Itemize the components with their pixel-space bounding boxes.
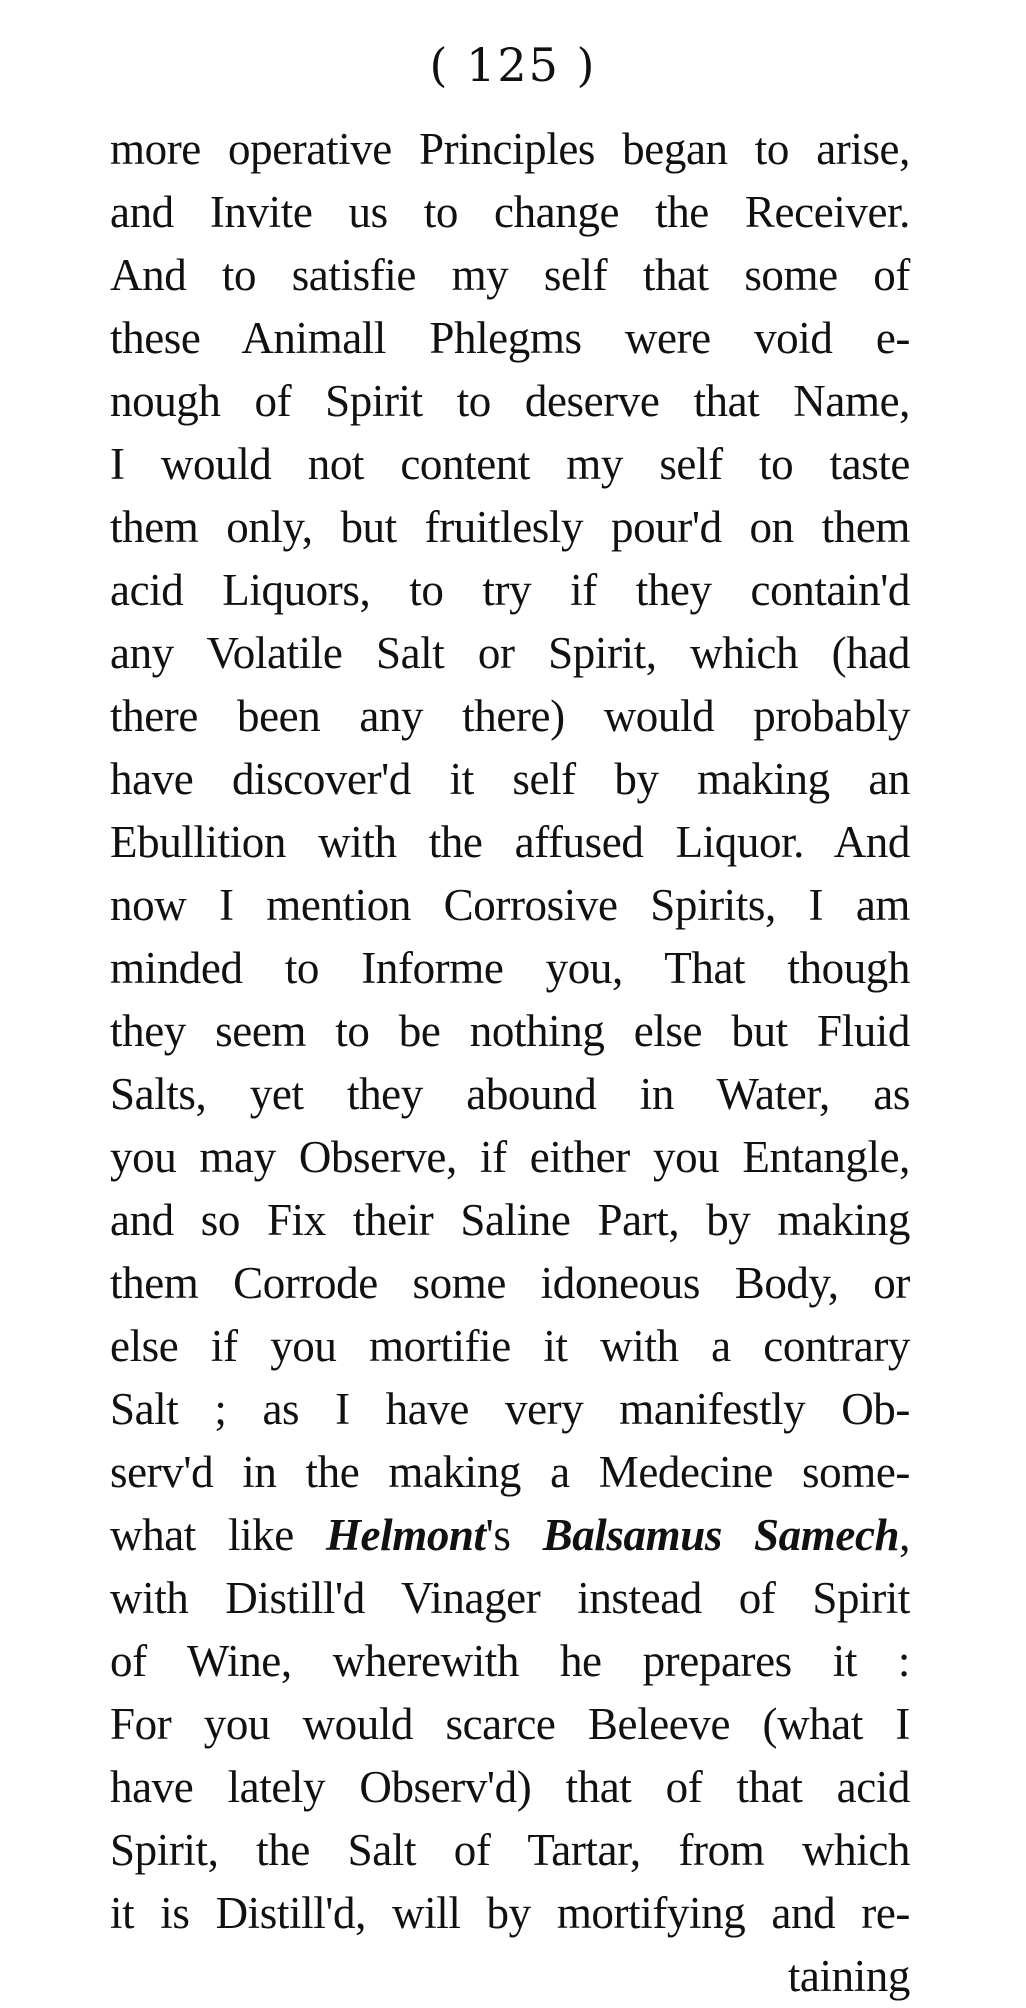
text-line: For you would scarce Beleeve (what I [110,1699,910,1749]
text-line: minded to Informe you, That though [110,943,910,993]
text-line: them Corrode some idoneous Body, or [110,1258,910,1308]
text-line: else if you mortifie it with a contrary [110,1321,910,1371]
text-segment: 's [485,1510,543,1560]
body-text [110,118,910,2008]
text-line: serv'd in the making a Medecine some- [110,1447,910,1497]
text-line: and so Fix their Saline Part, by making [110,1195,910,1245]
text-line: of Wine, wherewith he prepares it : [110,1636,910,1686]
text-line: Ebullition with the affused Liquor. And [110,817,910,867]
text-segment: what like [110,1510,326,1560]
text-line: nough of Spirit to deserve that Name, [110,376,910,426]
text-line: Spirit, the Salt of Tartar, from which [110,1825,910,1875]
text-line: it is Distill'd, will by mortifying and re- [110,1888,910,1938]
italic-name-balsamus: Balsamus Samech [542,1510,900,1560]
page-number: ( 125 ) [429,38,597,92]
text-line: there been any there) would probably [110,691,910,741]
text-line: more operative Principles began to arise, [110,124,910,174]
text-line: they seem to be nothing else but Fluid [110,1006,910,1056]
text-line: with Distill'd Vinager instead of Spirit [110,1573,910,1623]
text-line: acid Liquors, to try if they contain'd [110,565,910,615]
text-line: have discover'd it self by making an [110,754,910,804]
italic-name-helmont: Helmont [325,1510,486,1560]
text-line: now I mention Corrosive Spirits, I am [110,880,910,930]
text-line: Salts, yet they abound in Water, as [110,1069,910,1119]
text-line: these Animall Phlegms were void e- [110,313,910,363]
text-line: I would not content my self to taste [110,439,910,489]
text-line-italic-names [110,1504,910,1567]
text-line: and Invite us to change the Receiver. [110,187,910,237]
text-line: you may Observe, if either you Entangle, [110,1132,910,1182]
text-line: any Volatile Salt or Spirit, which (had [110,628,910,678]
text-line: them only, but fruitlesly pour'd on them [110,502,910,552]
text-line: Salt ; as I have very manifestly Ob- [110,1384,910,1434]
text-line: And to satisfie my self that some of [110,250,910,300]
catchword: taining [787,1951,910,2001]
text-segment: , [899,1510,911,1560]
text-line: have lately Observ'd) that of that acid [110,1762,910,1812]
